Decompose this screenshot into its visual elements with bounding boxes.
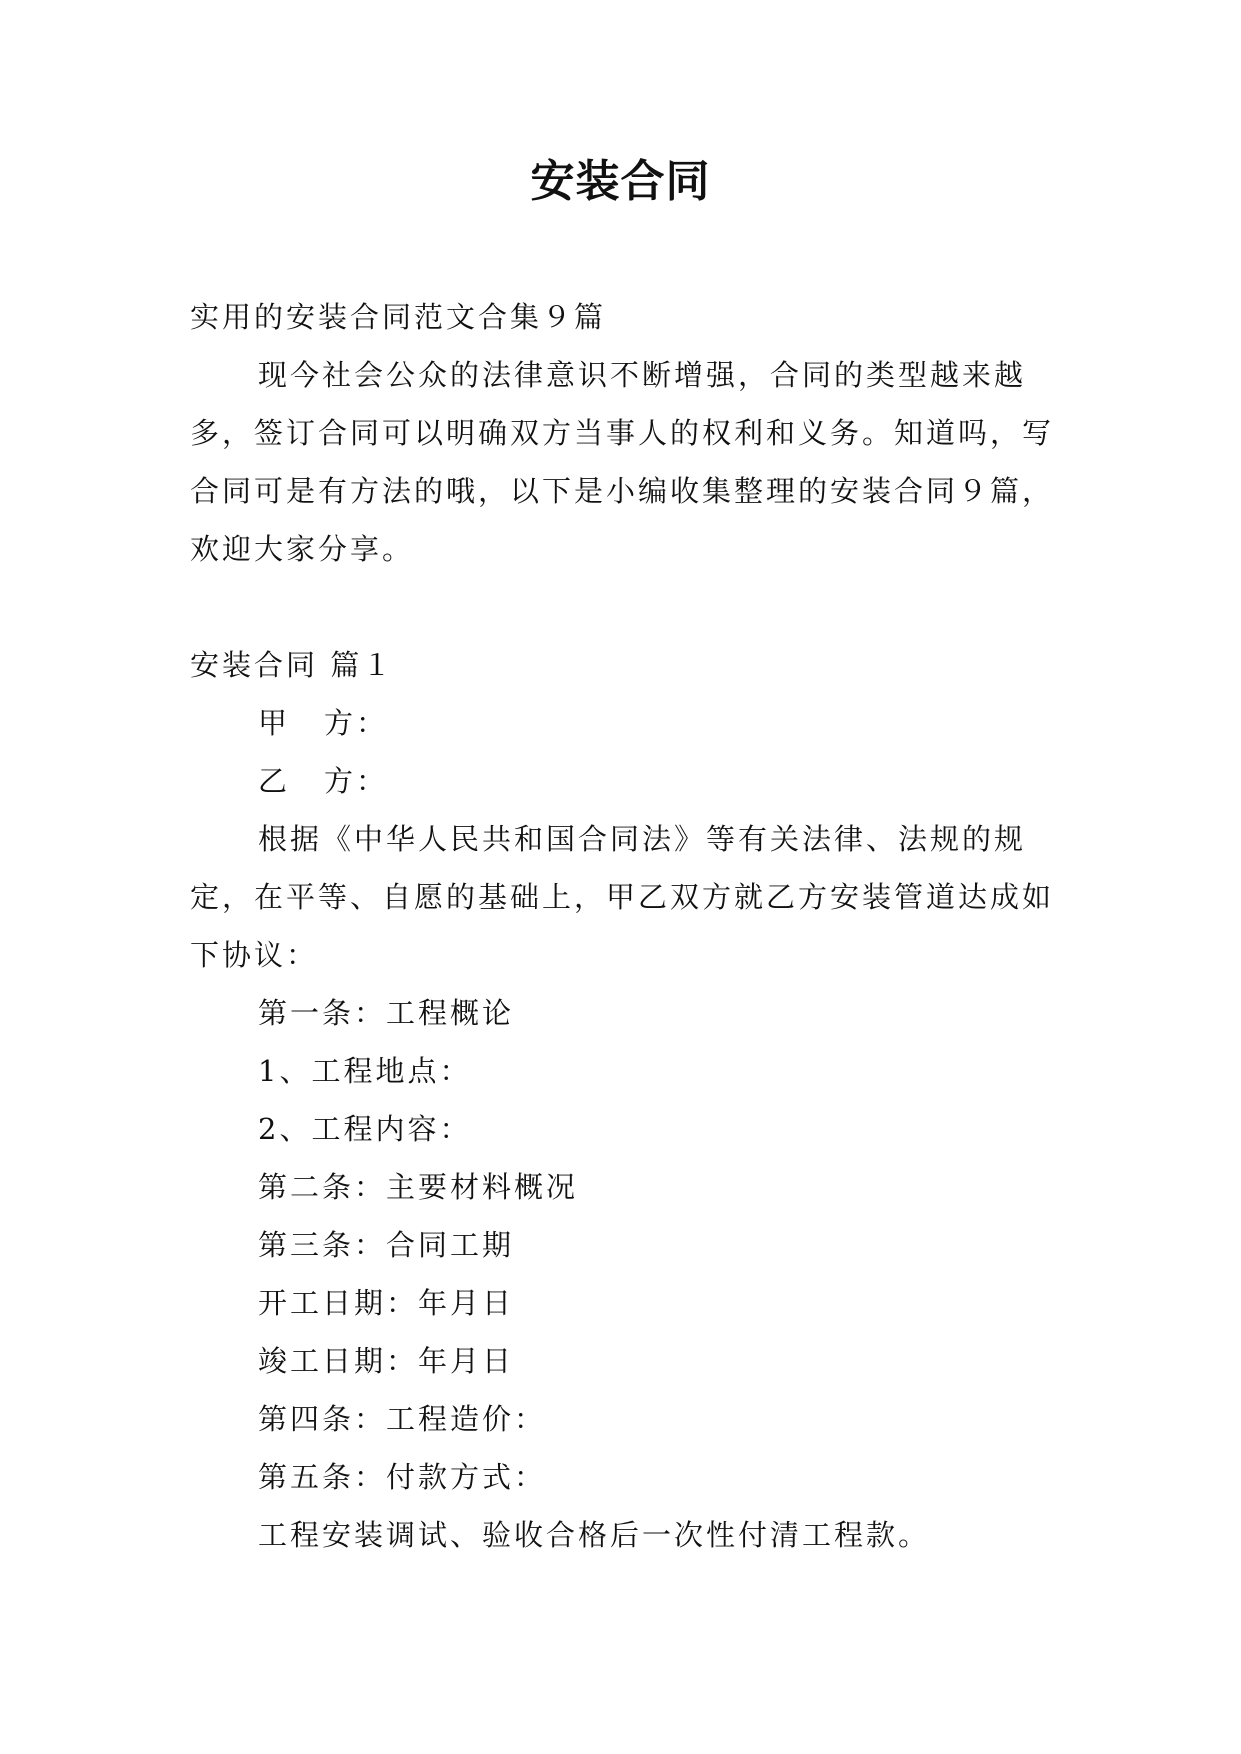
start-date-line: 开工日期：年月日 bbox=[258, 1286, 515, 1320]
section-heading: 安装合同 篇１ bbox=[190, 648, 395, 682]
article-1: 第一条：工程概论 bbox=[258, 996, 515, 1030]
end-date-line: 竣工日期：年月日 bbox=[258, 1344, 515, 1378]
party-b-line bbox=[190, 752, 1060, 810]
article-4: 第四条：工程造价： bbox=[258, 1402, 547, 1436]
article-3: 第三条：合同工期 bbox=[258, 1228, 515, 1262]
document-body bbox=[190, 288, 1060, 1564]
party-b-label-suffix: 方： bbox=[324, 764, 389, 798]
paragraph-spacer bbox=[190, 578, 1060, 636]
party-a-label-suffix: 方： bbox=[324, 706, 389, 740]
party-a-line bbox=[190, 694, 1060, 752]
document-subtitle: 实用的安装合同范文合集９篇 bbox=[190, 300, 607, 334]
article-1-item-2: 2、工程内容： bbox=[258, 1112, 472, 1146]
article-1-item-1: 1、工程地点： bbox=[258, 1054, 472, 1088]
article-5: 第五条：付款方式： bbox=[258, 1460, 547, 1494]
intro-paragraph: 现今社会公众的法律意识不断增强，合同的类型越来越多，签订合同可以明确双方当事人的权利和义务。知道吗，写合同可是有方法的哦，以下是小编收集整理的安装合同９篇，欢迎大家分享。 bbox=[190, 358, 1055, 566]
basis-paragraph: 根据《中华人民共和国合同法》等有关法律、法规的规定，在平等、自愿的基础上，甲乙双方就乙方安装管道达成如下协议： bbox=[190, 822, 1055, 972]
article-2: 第二条：主要材料概况 bbox=[258, 1170, 579, 1204]
party-a-label-char: 甲 bbox=[258, 706, 291, 740]
document-title: 安装合同 bbox=[530, 156, 711, 207]
party-b-label-char: 乙 bbox=[258, 764, 291, 798]
payment-text: 工程安装调试、验收合格后一次性付清工程款。 bbox=[258, 1518, 931, 1552]
